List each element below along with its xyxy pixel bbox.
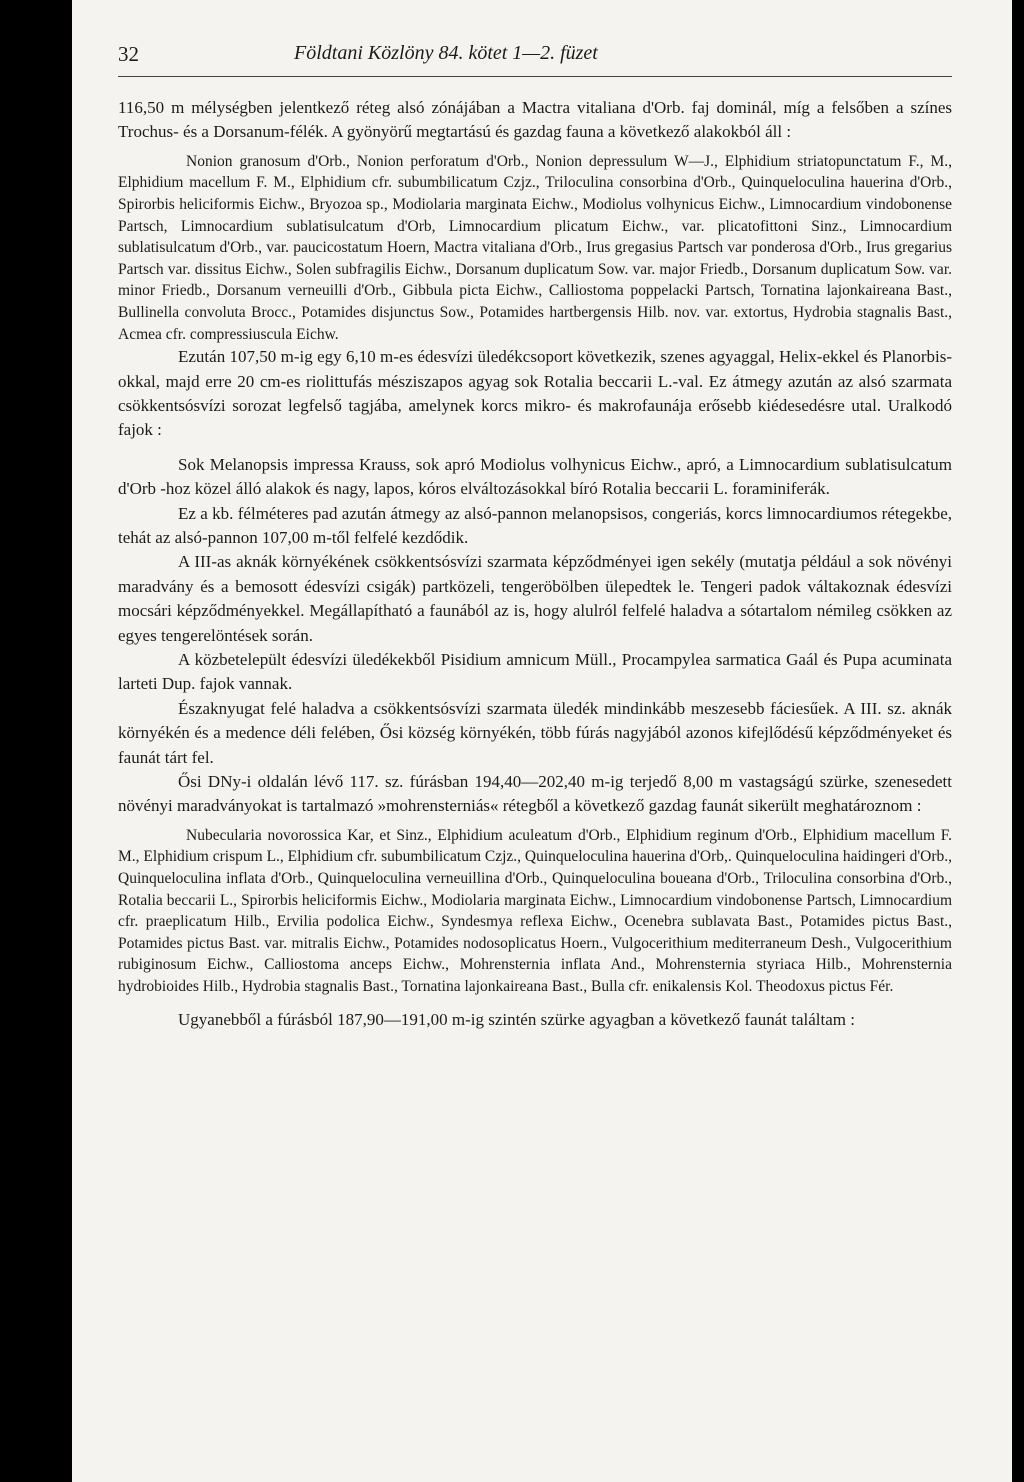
page-number: 32 — [118, 42, 139, 66]
paragraph-freshwater: Ezután 107,50 m-ig egy 6,10 m-es édesvízi üledékcsoport következik, szenes agyaggal, Helix-ekkel és Planorbis-okkal, majd erre 20 cm-es riolittufás mésziszapos agyag sok Rotalia beccarii L.-val. Ez átmegy azután az alsó szarmata csökkentsósvízi sorozat legfelső tagjába, amelynek korcs mikro- és makrofaunája erősebb kiédesedésre utal. Uralkodó fajok : — [118, 347, 952, 440]
paragraph-northwest: Északnyugat felé haladva a csökkentsósvízi szarmata üledék mindinkább meszesebb fáciesűek. A III. sz. aknák környékén és a medence déli felében, Ősi község környékén, több fúrás nagyjából azonos kifejlődésű képződményeket és faunát tárt fel. — [118, 698, 952, 767]
paragraph-borehole-117: Ősi DNy-i oldalán lévő 117. sz. fúrásban 194,40—202,40 m-ig terjedő 8,00 m vastagságú szürke, szenesedett növényi maradványokat is tartalmazó »mohrensterniás« rétegből a következő gazdag faunát sikerült meghatároznom : — [118, 772, 952, 816]
page-header — [118, 40, 952, 77]
paragraph-closing: Ugyanebből a fúrásból 187,90—191,00 m-ig szintén szürke agyagban a következő faunát találtam : — [178, 1009, 855, 1029]
species-list-1: Nonion granosum d'Orb., Nonion perforatum d'Orb., Nonion depressulum W—J., Elphidium striatopunctatum F., M., Elphidium macellum F. M., Elphidium cfr. subumbilicatum Czjz., Triloculina consorbina d'Orb., Quinqueloculina hauerina d'Orb., Spirorbis heliciformis Eichw., Bryozoa sp., Modiolaria marginata Eichw., Modiolus volhynicus Eichw., Limnocardium vindobonense Partsch, Limnocardium sublatisulcatum d'Orb, Limnocardium plicatum Eichw., var. plicatofittoni Sinz., Limnocardium sublatisulcatum d'Orb., var. paucicostatum Hoern, Mactra vitaliana d'Orb., Irus gregasius Partsch var ponderosa d'Orb., Irus gregarius Partsch var. dissitus Eichw., Solen subfragilis Eichw., Dorsanum duplicatum Sow. var. major Friedb., Dorsanum duplicatum Sow. var. minor Friedb., Dorsanum verneuilli d'Orb., Gibbula picta Eichw., Calliostoma poppelacki Partsch, Tornatina lajonkaireana Bast., Bullinella convoluta Brocc., Potamides disjunctus Sow., Potamides hartbergensis Hilb. nov. var. extortus, Hydrobia stagnalis Bast., Acmea cfr. compressiuscula Eichw. — [118, 152, 952, 343]
page-body — [118, 96, 952, 1032]
paragraph-shafts: A III-as aknák környékének csökkentsósvízi szarmata képződményei igen sekély (mutatja például a sok növényi maradvány és a bemosott édesvízi csigák) partközeli, tengeröbölben ülepedtek le. Tengeri padok váltakoznak édesvízi mocsári képződményekkel. Megállapítható a faunából az is, hogy alulról felfelé haladva a sótartalom némileg csökken az egyes tengerelöntések során. — [118, 552, 952, 645]
paragraph-dominant-species: Sok Melanopsis impressa Krauss, sok apró Modiolus volhynicus Eichw., apró, a Limnocardium sublatisulcatum d'Orb -hoz közel álló alakok és nagy, lapos, kóros elváltozásokkal bíró Rotalia beccarii L. foraminiferák. — [118, 454, 952, 499]
paragraph-freshwater-fauna: A közbetelepült édesvízi üledékekből Pisidium amnicum Müll., Procampylea sarmatica Gaál és Pupa acuminata larteti Dup. fajok vannak. — [118, 650, 952, 694]
document-page — [72, 0, 1012, 1482]
running-title: Földtani Közlöny 84. kötet 1—2. füzet — [294, 42, 598, 64]
paragraph-pannonian: Ez a kb. félméteres pad azután átmegy az alsó-pannon melanopsisos, congeriás, korcs limnocardiumos rétegekbe, tehát az alsó-pannon 107,00 m-től felfelé kezdődik. — [118, 503, 952, 547]
species-list-2: Nubecularia novorossica Kar, et Sinz., Elphidium aculeatum d'Orb., Elphidium reginum d'Orb., Elphidium macellum F. M., Elphidium crispum L., Elphidium cfr. subumbilicatum Czjz., Quinqueloculina hauerina d'Orb,. Quinqueloculina haidingeri d'Orb., Quinqueloculina inflata d'Orb., Quinqueloculina verneuillina d'Orb., Quinqueloculina boueana d'Orb., Triloculina consorbina d'Orb., Rotalia beccarii L., Spirorbis heliciformis Eichw., Modiolaria marginata Eichw., Limnocardium vindobonense Partsch, Limnocardium cfr. praeplicatum Hilb., Ervilia podolica Eichw., Syndesmya reflexa Eichw., Ocenebra sublavata Bast., Potamides pictus Bast., Potamides pictus Bast. var. mitralis Eichw., Potamides nodosoplicatus Hoern., Vulgocerithium mediterraneum Desh., Vulgocerithium rubiginosum Eichw., Calliostoma anceps Eichw., Mohrensternia inflata And., Mohrensternia styriaca Hilb., Mohrensternia hydrobioides Hilb., Hydrobia stagnalis Bast., Tornatina lajonkaireana Bast., Bulla cfr. enikalensis Kol. Theodoxus pictus Fér. — [118, 826, 952, 996]
paragraph-intro: 116,50 m mélységben jelentkező réteg alsó zónájában a Mactra vitaliana d'Orb. faj dominál, míg a felsőben a színes Trochus- és a Dorsanum-félék. A gyönyörű megtartású és gazdag fauna a következő alakokból áll : — [118, 98, 952, 142]
